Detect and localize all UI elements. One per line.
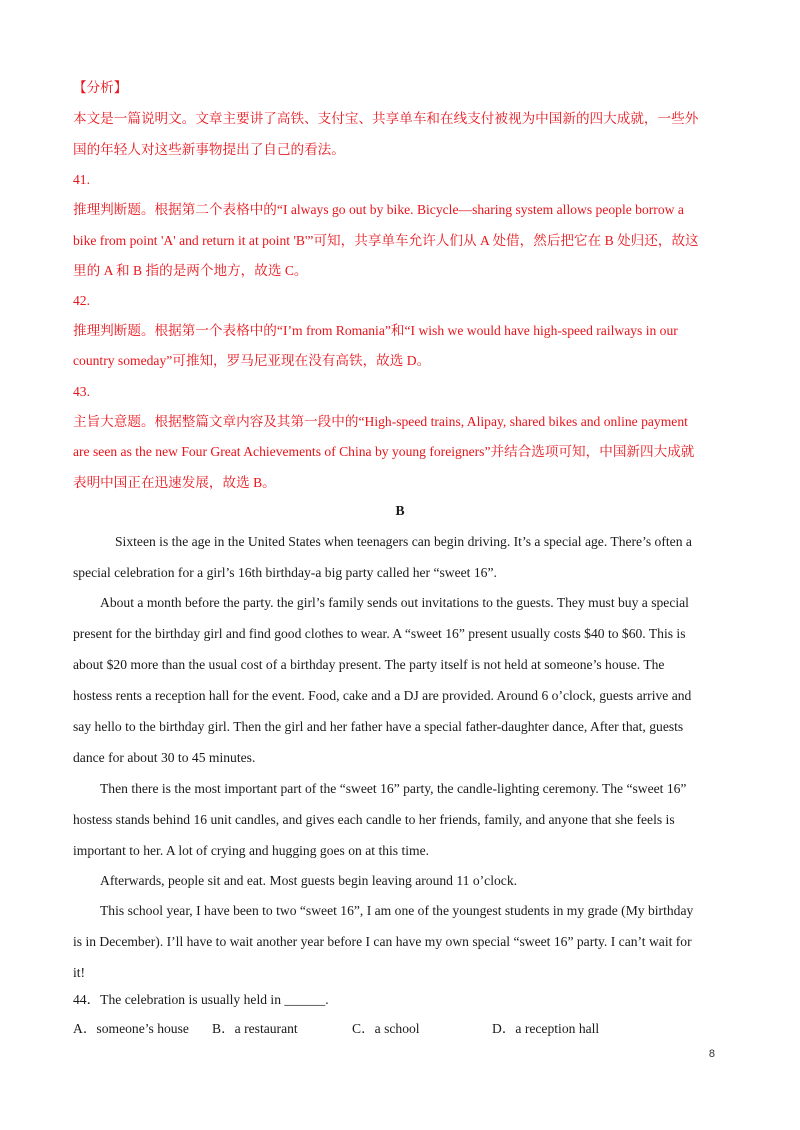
passage-line: say hello to the birthday girl. Then the girl and her father have a special father-daughter dance, After that, guests [73, 719, 684, 734]
passage-line: present for the birthday girl and find good clothes to wear. A “sweet 16” present usually costs $40 to $60. This is [73, 626, 686, 641]
passage-line: special celebration for a girl’s 16th birthday-a big party called her “sweet 16”. [73, 565, 497, 580]
analysis-label: 【分析】 [73, 80, 128, 95]
question-number: 43. [73, 384, 90, 399]
q41-explanation-line: 推理判断题。根据第二个表格中的“I always go out by bike. Bicycle—sharing system allows people borrow a [73, 202, 684, 217]
page-number: 8 [708, 1048, 715, 1060]
passage-line: Sixteen is the age in the United States when teenagers can begin driving. It’s a special age. There’s often a [115, 534, 692, 549]
passage-line: it! [73, 965, 86, 980]
passage-line: dance for about 30 to 45 minutes. [73, 750, 256, 765]
passage-line: hostess rents a reception hall for the event. Food, cake and a DJ are provided. Around 6 o’clock, guests arrive and [73, 688, 692, 703]
passage-line: Then there is the most important part of the “sweet 16” party, the candle-lighting ceremony. The “sweet 16” [100, 781, 687, 796]
q42-explanation-line: 推理判断题。根据第一个表格中的“I’m from Romania”和“I wish we would have high-speed railways in our [73, 323, 678, 338]
question-number: 42. [73, 293, 90, 308]
passage-line: About a month before the party. the girl’s family sends out invitations to the guests. They must buy a special [100, 595, 689, 610]
passage-line: hostess stands behind 16 unit candles, and gives each candle to her friends, family, and anyone that she feels is [73, 812, 675, 827]
q43-explanation-line: are seen as the new Four Great Achievements of China by young foreigners”并结合选项可知，中国新四大成就 [73, 444, 695, 459]
passage-line: about $20 more than the usual cost of a birthday present. The party itself is not held at someone’s house. The [73, 657, 665, 672]
analysis-summary-line: 国的年轻人对这些新事物提出了自己的看法。 [73, 142, 345, 157]
q41-explanation-line: bike from point 'A' and return it at point 'B'”可知，共享单车允许人们从 A 处借，然后把它在 B 处归还，故这 [73, 233, 699, 248]
passage-line: Afterwards, people sit and eat. Most guests begin leaving around 11 o’clock. [100, 873, 518, 888]
q43-explanation-line: 主旨大意题。根据整篇文章内容及其第一段中的“High-speed trains, Alipay, shared bikes and online payment [73, 414, 688, 429]
option-a: A．someone’s house [73, 1021, 189, 1036]
passage-line: is in December). I’ll have to wait another year before I can have my own special “sweet 16” party. I can’t wait for [73, 934, 692, 949]
question-number: 41. [73, 172, 90, 187]
q43-explanation-line: 表明中国正在迅速发展，故选 B。 [73, 475, 276, 490]
passage-line: important to her. A lot of crying and hugging goes on at this time. [73, 843, 430, 858]
option-d: D．a reception hall [492, 1021, 600, 1036]
option-b: B．a restaurant [212, 1021, 298, 1036]
question-44-stem: 44．The celebration is usually held in ______. [73, 992, 329, 1007]
section-heading: B [395, 503, 405, 518]
option-c: C．a school [352, 1021, 420, 1036]
passage-line: This school year, I have been to two “sweet 16”, I am one of the youngest students in my grade (My birthday [100, 903, 694, 918]
q41-explanation-line: 里的 A 和 B 指的是两个地方，故选 C。 [73, 263, 308, 278]
q42-explanation-line: country someday”可推知，罗马尼亚现在没有高铁，故选 D。 [73, 353, 431, 368]
analysis-summary-line: 本文是一篇说明文。文章主要讲了高铁、支付宝、共享单车和在线支付被视为中国新的四大成就，一些外 [73, 111, 699, 126]
